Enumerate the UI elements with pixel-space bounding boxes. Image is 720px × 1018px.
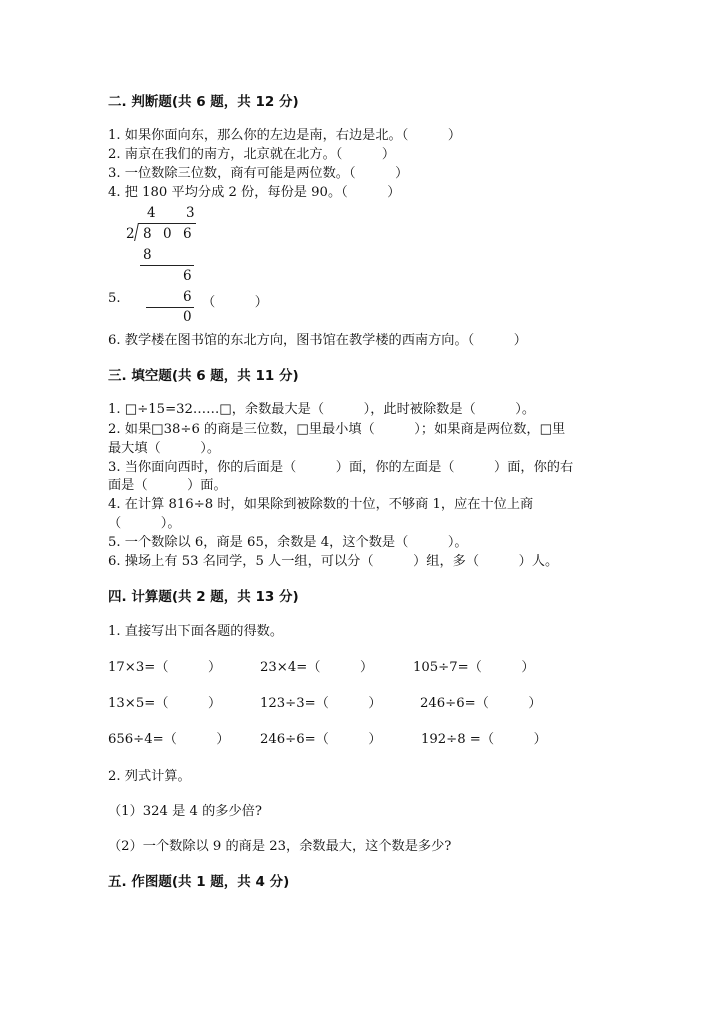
calc-r3-c1: 656÷4=（ ）	[108, 732, 230, 747]
subtract-step-1: 8	[143, 247, 152, 263]
division-bar	[138, 223, 196, 224]
section2-q6: 6. 教学楼在图书馆的东北方向，图书馆在教学楼的西南方向。（ ）	[108, 333, 527, 348]
section5-title: 五. 作图题(共 1 题，共 4 分)	[108, 874, 290, 890]
section3-q4-line2: （ ）。	[108, 516, 181, 531]
section2-q2: 2. 南京在我们的南方，北京就在北方。（ ）	[108, 147, 396, 162]
quotient-digit-2: 3	[186, 205, 195, 221]
calc-r2-c2: 123÷3=（ ）	[260, 696, 382, 711]
section4-q2-part2: （2）一个数除以 9 的商是 23，余数最大，这个数是多少?	[108, 839, 452, 854]
section3-q5: 5. 一个数除以 6，商是 65，余数是 4，这个数是（ ）。	[108, 535, 468, 550]
quotient-digit-1: 4	[147, 205, 156, 221]
divisor: 2	[126, 226, 135, 242]
section3-q1: 1. □÷15=32……□，余数最大是（ ），此时被除数是（ ）。	[108, 402, 536, 417]
division-bracket	[134, 223, 139, 241]
calc-r1-c1: 17×3=（ ）	[108, 660, 222, 675]
section3-q6: 6. 操场上有 53 名同学，5 人一组，可以分（ ）组，多（ ）人。	[108, 554, 559, 569]
section3-q3-line1: 3. 当你面向西时，你的后面是（ ）面，你的左面是（ ）面，你的右	[108, 460, 574, 475]
section3-q3-line2: 面是（ ）面。	[108, 478, 227, 493]
dividend-digit-1: 8	[143, 226, 152, 242]
remainder: 0	[183, 309, 192, 325]
section3-q2-line1: 2. 如果□38÷6 的商是三位数，□里最小填（ ）；如果商是两位数，□里	[108, 422, 566, 437]
division-step-line-2	[146, 307, 194, 308]
section2-q4: 4. 把 180 平均分成 2 份，每份是 90。（ ）	[108, 185, 401, 200]
section2-q3: 3. 一位数除三位数，商有可能是两位数。（ ）	[108, 166, 409, 181]
calc-r1-c3: 105÷7=（ ）	[413, 660, 535, 675]
calc-r1-c2: 23×4=（ ）	[260, 660, 374, 675]
calc-r3-c2: 246÷6=（ ）	[260, 732, 382, 747]
section4-q2: 2. 列式计算。	[108, 769, 191, 784]
section4-q1: 1. 直接写出下面各题的得数。	[108, 624, 284, 639]
section3-q4-line1: 4. 在计算 816÷8 时，如果除到被除数的十位，不够商 1，应在十位上商	[108, 497, 534, 512]
subtract-step-2: 6	[183, 289, 192, 305]
section2-q5-number: 5.	[108, 291, 121, 306]
section2-q1: 1. 如果你面向东，那么你的左边是南，右边是北。（ ）	[108, 128, 462, 143]
section3-title: 三. 填空题(共 6 题，共 11 分)	[108, 368, 299, 384]
section2-q5-answer-paren: （ ）	[202, 295, 268, 310]
calc-r3-c3: 192÷8 =（ ）	[421, 732, 547, 747]
calc-r2-c1: 13×5=（ ）	[108, 696, 222, 711]
dividend-digit-2: 0	[163, 226, 172, 242]
calc-r2-c3: 246÷6=（ ）	[420, 696, 542, 711]
section2-title: 二. 判断题(共 6 题，共 12 分)	[108, 94, 299, 110]
section3-q2-line2: 最大填（ ）。	[108, 441, 221, 456]
dividend-digit-3: 6	[183, 226, 192, 242]
section4-title: 四. 计算题(共 2 题，共 13 分)	[108, 589, 299, 605]
section4-q2-part1: （1）324 是 4 的多少倍?	[108, 804, 262, 819]
bring-down-digit: 6	[183, 268, 192, 284]
division-step-line-1	[140, 265, 194, 266]
